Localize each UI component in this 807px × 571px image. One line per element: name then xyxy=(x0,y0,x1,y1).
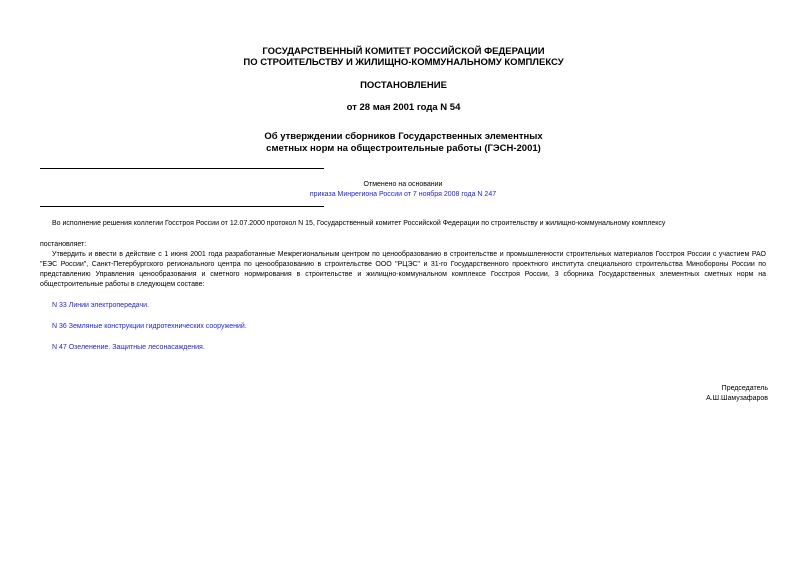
document-subject-line-1: Об утверждении сборников Государственных элементных xyxy=(264,131,543,142)
divider xyxy=(40,206,324,207)
cancellation-label: Отменено на основании xyxy=(363,181,443,188)
collection-link-33[interactable]: N 33 Линии электропередачи. xyxy=(52,302,150,309)
cancellation-link[interactable]: приказа Минрегиона России от 7 ноября 2008 года N 247 xyxy=(309,191,497,198)
document-subject-line-2: сметных норм на общестроительные работы (ГЭСН-2001) xyxy=(266,143,541,154)
header-line-2: ПО СТРОИТЕЛЬСТВУ И ЖИЛИЩНО-КОММУНАЛЬНОМУ КОМПЛЕКСУ xyxy=(243,57,564,68)
main-paragraph: Утвердить и ввести в действие с 1 июня 2001 года разработанные Межрегиональным центром по ценообразованию в строительстве и промышленности строительных материалов Госстроя России с участием РАО "ЕЭС России", Санкт-Петербургского регионального центра по ценообразованию в строительстве ООО "РЦЭС" и 31-го Государственного проектного института специального строительства Минобороны России по представлению Управления ценообразования и сметного нормирования в строительстве и жилищно-коммунальном комплексе Госстроя России, 3 сборника Государственных элементных сметных норм на общестроительные работы в следующем составе: xyxy=(40,251,766,288)
signature-title: Председатель xyxy=(721,385,768,392)
document-type: ПОСТАНОВЛЕНИЕ xyxy=(360,80,447,91)
document-date-number: от 28 мая 2001 года N 54 xyxy=(346,102,461,113)
resolves-label: постановляет: xyxy=(40,241,87,248)
intro-paragraph: Во исполнение решения коллегии Госстроя России от 12.07.2000 протокол N 15, Государственный комитет Российской Федерации по строительству и жилищно-коммунальному комплексу xyxy=(52,220,666,227)
collection-link-36[interactable]: N 36 Земляные конструкции гидротехнических сооружений. xyxy=(52,323,247,330)
collection-link-47[interactable]: N 47 Озеленение. Защитные лесонасаждения. xyxy=(52,344,205,351)
header-line-1: ГОСУДАРСТВЕННЫЙ КОМИТЕТ РОССИЙСКОЙ ФЕДЕРАЦИИ xyxy=(262,46,545,57)
signature-name: А.Ш.Шамузафаров xyxy=(706,395,768,402)
divider xyxy=(40,168,324,169)
